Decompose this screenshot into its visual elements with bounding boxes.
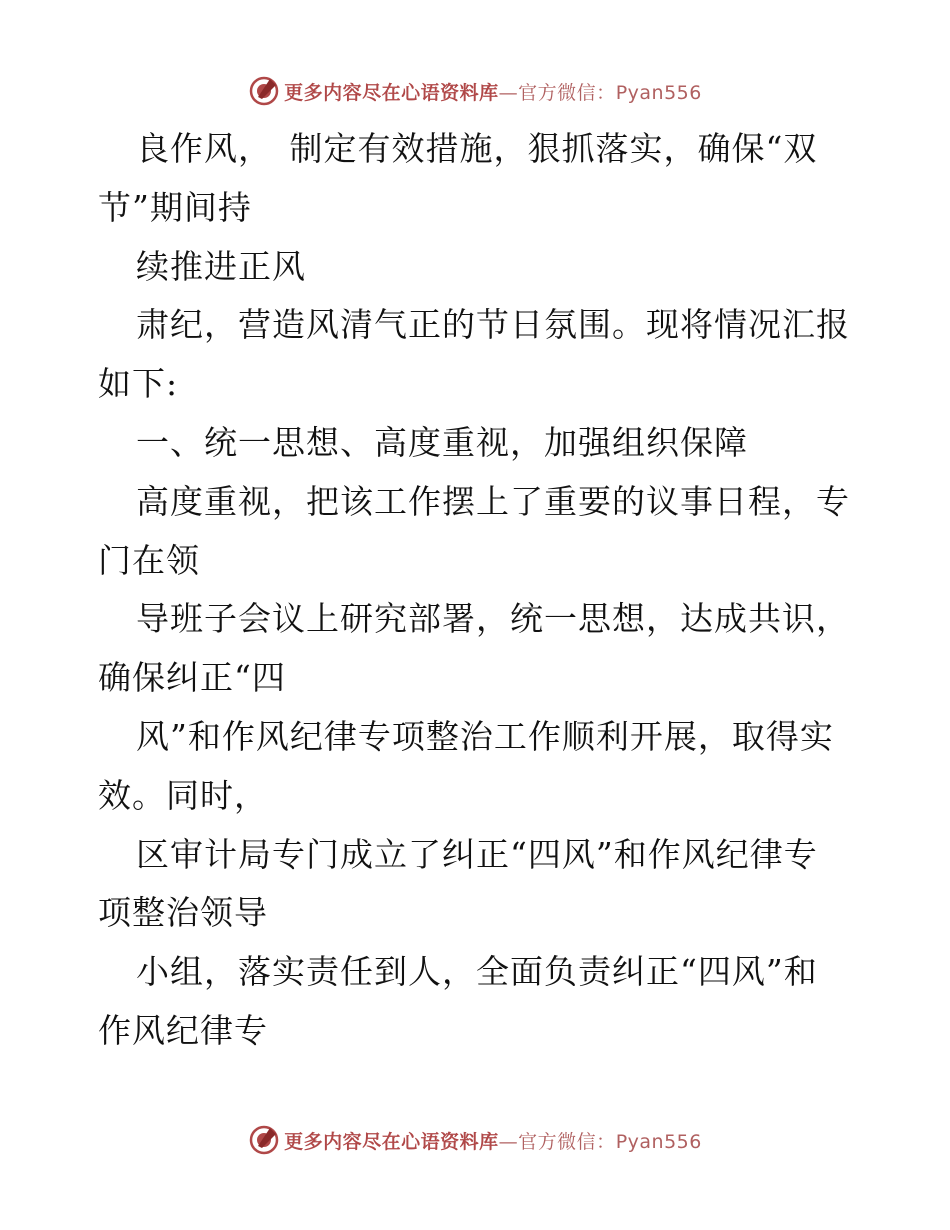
paragraph-line: 续推进正风 — [136, 246, 306, 286]
footer-wechat-id: Pyan556 — [615, 1130, 702, 1153]
paragraph-line: 高度重视，把该工作摆上了重要的议事日程，专 — [136, 481, 850, 521]
paragraph-line: 作风纪律专 — [98, 1010, 268, 1050]
header-wechat-id: Pyan556 — [615, 81, 702, 104]
paragraph-line: 效。同时， — [98, 775, 268, 815]
footer-brand-text: 更多内容尽在心语资料库 — [284, 1130, 499, 1153]
footer-banner-text — [284, 1127, 702, 1154]
footer-watermark — [0, 1120, 950, 1160]
document-body — [98, 120, 858, 1061]
paragraph-line: 一、统一思想、高度重视，加强组织保障 — [136, 422, 748, 462]
header-wechat-label: 官方微信： — [518, 81, 616, 104]
paragraph-line: 项整治领导 — [98, 893, 268, 933]
header-brand-text: 更多内容尽在心语资料库 — [284, 81, 499, 104]
footer-wechat-label: 官方微信： — [518, 1130, 616, 1153]
stamp-seal-icon — [248, 1124, 280, 1156]
header-watermark — [0, 71, 950, 111]
paragraph-line: 良作风， 制定有效措施，狠抓落实，确保“双 — [136, 129, 818, 168]
paragraph-line: 小组，落实责任到人，全面负责纠正“四风”和 — [136, 952, 818, 992]
paragraph-line: 风”和作风纪律专项整治工作顺利开展，取得实 — [136, 716, 834, 756]
paragraph-line: 节”期间持 — [98, 187, 252, 227]
header-banner-text — [284, 78, 702, 105]
stamp-seal-icon — [248, 75, 280, 107]
paragraph-line: 如下: — [98, 364, 179, 404]
paragraph-line: 门在领 — [98, 540, 200, 580]
footer-separator: — — [498, 1130, 519, 1153]
header-separator: — — [498, 81, 519, 104]
paragraph-line: 区审计局专门成立了纠正“四风”和作风纪律专 — [136, 834, 818, 874]
paragraph-line: 导班子会议上研究部署，统一思想，达成共识， — [136, 599, 850, 639]
paragraph-line: 肃纪，营造风清气正的节日氛围。现将情况汇报 — [136, 305, 850, 345]
paragraph-line: 确保纠正“四 — [98, 658, 286, 698]
